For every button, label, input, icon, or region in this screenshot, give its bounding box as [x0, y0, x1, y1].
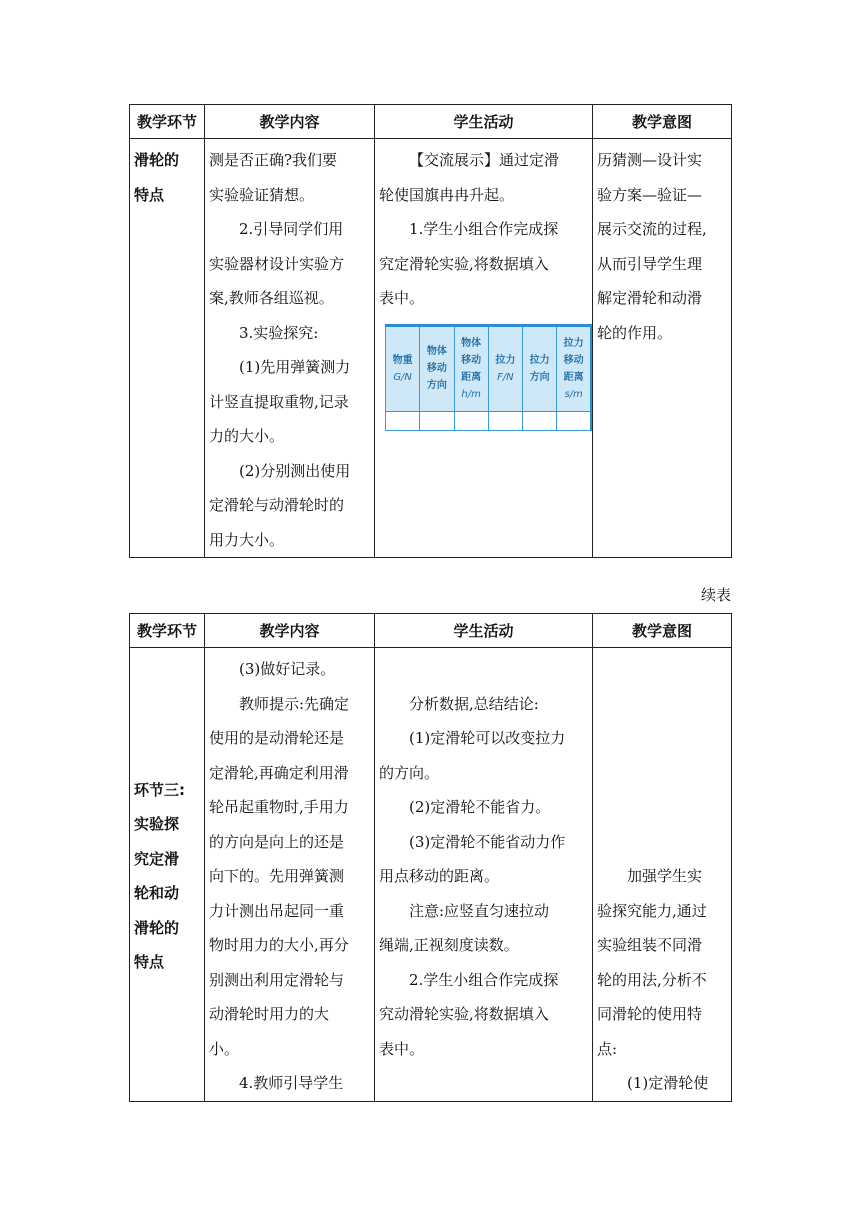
text-line: 小。 — [209, 1039, 240, 1058]
text-line: 究定滑轮实验,将数据填入 — [379, 254, 549, 273]
text-line: 轮和动 — [134, 884, 180, 903]
text-line: 加强学生实 — [627, 867, 703, 885]
header-activity: 学生活动 — [375, 105, 593, 139]
data-table-header-line: 物重 — [392, 354, 413, 366]
table-row — [130, 139, 732, 558]
text-line: 【交流展示】通过定滑 — [409, 151, 560, 169]
data-table-header — [488, 325, 522, 411]
text-line: 的方向是向上的还是 — [209, 832, 345, 851]
text-line: 动滑轮时用力的大 — [209, 1005, 330, 1023]
text-line: 环节三: — [134, 780, 185, 799]
table-row — [130, 648, 732, 1102]
text-line: 别测出利用定滑轮与 — [209, 970, 345, 989]
continued-label: 续表 — [700, 586, 731, 604]
text-line: 向下的。先用弹簧测 — [209, 867, 345, 885]
text-line: 案,教师各组巡视。 — [209, 289, 334, 307]
header-row — [130, 105, 732, 139]
text-line: 计竖直提取重物,记录 — [209, 392, 349, 411]
text-line: 用力大小。 — [209, 530, 285, 549]
text-line: 表中。 — [379, 289, 425, 307]
text-line: 表中。 — [379, 1039, 425, 1058]
data-table-header-line: 拉力 — [495, 354, 516, 366]
text-line: 轮使国旗冉冉升起。 — [379, 185, 515, 204]
intent-cell — [593, 139, 732, 558]
data-table-empty-row — [386, 411, 592, 430]
text-line: 1.学生小组合作完成探 — [409, 220, 559, 238]
data-table-header-line: G/N — [393, 371, 412, 383]
text-line: 历猜测—设计实 — [597, 151, 703, 169]
text-line: 绳端,正视刻度读数。 — [379, 936, 519, 954]
header-activity: 学生活动 — [375, 614, 593, 648]
text-line: (2)分别测出使用 — [239, 461, 351, 480]
data-table-header-line: 物体 — [426, 346, 447, 357]
text-line: 从而引导学生理 — [597, 254, 703, 273]
data-table-header-line: s/m — [564, 388, 583, 400]
text-line: 解定滑轮和动滑 — [597, 289, 703, 307]
text-line: 的方向。 — [379, 763, 440, 782]
text-line: 用点移动的距离。 — [379, 867, 500, 885]
text-line: 力的大小。 — [209, 427, 285, 445]
data-cell — [454, 411, 488, 430]
header-content: 教学内容 — [205, 105, 375, 139]
data-table-header-line: 方向 — [426, 380, 447, 391]
text-line: 教师提示:先确定 — [239, 694, 350, 713]
text-line: 使用的是动滑轮还是 — [209, 729, 345, 747]
lesson-table-1 — [129, 104, 732, 558]
stage-line: 特点 — [134, 185, 165, 204]
text-line: 4.教师引导学生 — [239, 1074, 344, 1092]
text-line: 究定滑 — [134, 849, 180, 868]
text-line: 定滑轮,再确定利用滑 — [209, 763, 349, 782]
text-line: 实验器材设计实验方 — [209, 254, 345, 273]
stage-cell — [130, 139, 205, 558]
text-line: (1)定滑轮可以改变拉力 — [409, 729, 566, 747]
data-table-header-row — [386, 325, 592, 411]
text-line: 滑轮的 — [134, 918, 180, 937]
data-cell — [557, 411, 591, 430]
text-line: 轮的作用。 — [597, 323, 673, 342]
stage-line: 滑轮的 — [134, 151, 180, 169]
data-table-header-line: 拉力 — [563, 337, 584, 349]
data-table-header-line: F/N — [497, 371, 514, 383]
data-table-header — [523, 325, 557, 411]
data-table-header-line: 移动 — [563, 354, 584, 366]
text-line: 2.学生小组合作完成探 — [409, 970, 559, 989]
header-intent: 教学意图 — [593, 105, 732, 139]
header-intent: 教学意图 — [593, 614, 732, 648]
data-table-header-line: 物体 — [461, 337, 482, 349]
data-table-header-line: 移动 — [426, 363, 447, 374]
data-cell — [386, 411, 420, 430]
header-stage: 教学环节 — [130, 614, 205, 648]
text-line: 注意:应竖直匀速拉动 — [409, 901, 550, 920]
text-line: 同滑轮的使用特 — [597, 1005, 703, 1023]
text-line: 2.引导同学们用 — [239, 220, 344, 238]
activity-cell — [375, 648, 593, 1102]
text-line: 验方案—验证— — [597, 185, 703, 204]
data-cell — [488, 411, 522, 430]
text-line: 点: — [597, 1039, 618, 1058]
text-line: (3)定滑轮不能省动力作 — [409, 832, 566, 851]
intent-cell — [593, 648, 732, 1102]
data-table-header — [386, 325, 420, 411]
data-table-header — [557, 325, 591, 411]
text-line: 展示交流的过程, — [597, 220, 707, 238]
text-line: (2)定滑轮不能省力。 — [409, 798, 551, 816]
text-line: 力计测出吊起同一重 — [209, 901, 345, 920]
text-line: 3.实验探究: — [239, 323, 319, 342]
text-line: (3)做好记录。 — [239, 660, 336, 678]
text-line: 分析数据,总结结论: — [409, 694, 539, 713]
text-line: 轮吊起重物时,手用力 — [209, 798, 349, 816]
text-line: (1)先用弹簧测力 — [239, 358, 351, 376]
text-line: 物时用力的大小,再分 — [209, 936, 349, 954]
lesson-table-2 — [129, 613, 732, 1102]
header-content: 教学内容 — [205, 614, 375, 648]
text-line: 定滑轮与动滑轮时的 — [209, 496, 345, 514]
data-table-header-line: 拉力 — [529, 354, 550, 366]
activity-cell — [375, 139, 593, 558]
content-cell — [205, 648, 375, 1102]
text-line: (1)定滑轮使 — [627, 1074, 709, 1092]
text-line: 验探究能力,通过 — [597, 901, 707, 920]
stage-cell — [130, 648, 205, 1102]
text-line: 究动滑轮实验,将数据填入 — [379, 1005, 549, 1023]
data-cell — [420, 411, 454, 430]
data-table-header-line: 距离 — [563, 371, 584, 383]
data-table-header-line: 方向 — [529, 371, 550, 383]
data-table-header — [454, 325, 488, 411]
text-line: 轮的用法,分析不 — [597, 970, 707, 989]
data-table-header-line: 距离 — [461, 371, 482, 383]
header-row — [130, 614, 732, 648]
text-line: 测是否正确?我们要 — [209, 151, 338, 169]
data-table-header — [420, 325, 454, 411]
data-cell — [523, 411, 557, 430]
text-line: 实验验证猜想。 — [209, 185, 315, 204]
text-line: 特点 — [134, 953, 165, 972]
text-line: 实验组装不同滑 — [597, 936, 703, 954]
data-table — [385, 324, 592, 431]
content-cell — [205, 139, 375, 558]
data-table-header-line: 移动 — [461, 354, 482, 366]
header-stage: 教学环节 — [130, 105, 205, 139]
data-table-header-line: h/m — [461, 388, 481, 400]
text-line: 实验探 — [134, 815, 180, 834]
